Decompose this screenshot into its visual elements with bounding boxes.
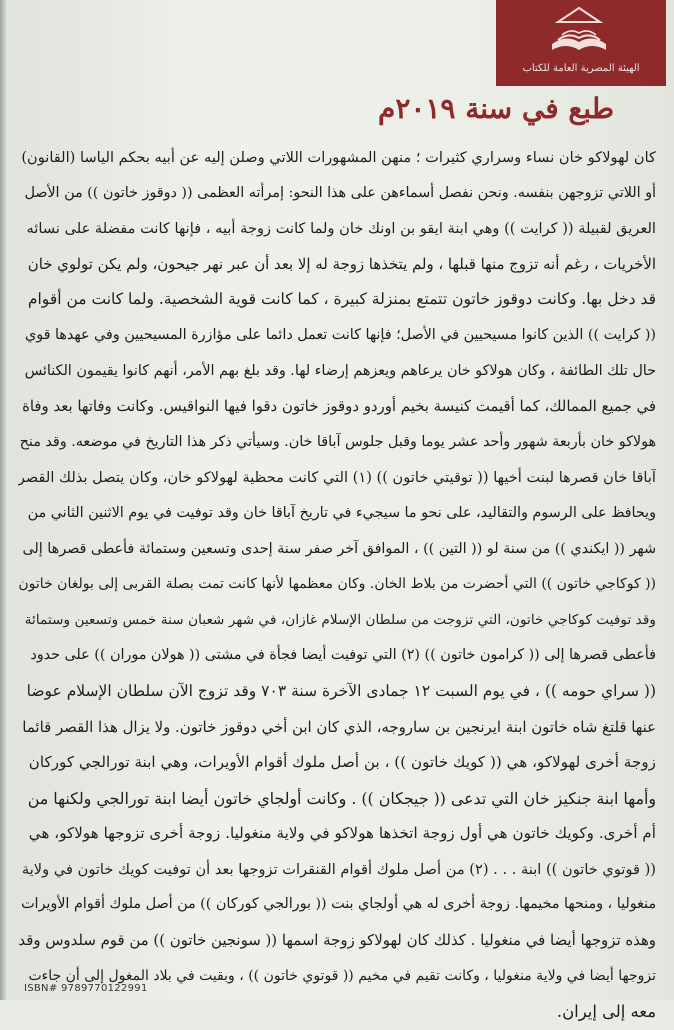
text-line: (( كرايت )) الذين كانوا مسيحيين في الأصل؛ فإنها كانت تعمل دائما على مؤازرة المسيحيين وفي عهدها قوي [25, 326, 656, 343]
body-text [18, 140, 656, 1030]
page-edge [0, 0, 6, 1000]
text-line: كان لهولاكو خان نساء وسراري كثيرات ؛ منهن المشهورات اللاتي وصلن إليه عن أبيه بحكم الياسا (القانون) [21, 149, 656, 166]
text-line: فأعطى قصرها إلى (( كرامون خاتون )) (٢) التي توفيت أيضا فجأة في مشتى (( هولان موران )) على حدود [30, 647, 656, 664]
text-line: حال تلك الطائفة ، وكان هولاكو خان يرعاهم ويعزهم إرضاء لها. وقد بلغ بهم الأمر، أنهم كانوا يقيمون الكنائس [24, 362, 656, 379]
text-line: ويحافظ على الرسوم والتقاليد، على نحو ما سيجيء في تاريخ آباقا خان وقد توفيت في يوم الاثنين الثاني من [27, 504, 656, 521]
text-line: منغوليا ، ومنحها مخيمها. زوجة أخرى له هي أولجاي بنت (( بورالجي كوركان )) من أصل ملوك أقوام الأويرات [21, 896, 656, 913]
publisher-name: الهيئة المصرية العامة للكتاب [522, 63, 640, 74]
isbn-label: ISBN# 9789770122991 [24, 983, 148, 994]
text-line: وهذه تزوجها أيضا في منغوليا . كذلك كان لهولاكو زوجة اسمها (( سونجين خاتون )) من قوم سلدوس وقد [18, 931, 656, 950]
text-line: العريق لقبيلة (( كرايت )) وهي ابنة ايقو بن اونك خان ولما كانت زوجة أبيه ، فإنها كانت مفضلة على نسائه [26, 220, 656, 238]
publisher-logo [496, 0, 666, 86]
text-line: عنها قلتغ شاه خاتون ابنة ايرنجين بن ساروجه، الذي كان ابن أخي دوقوز خاتون. ولا يزال هذا القصر قائما [22, 717, 656, 736]
text-line: الأخريات ، رغم أنه تزوج منها قبلها ، ولم يتخذها زوجة له إلا بعد أن عبر نهر جيحون، ولم يكن تولوي خان [27, 254, 656, 273]
print-year-heading: طبع في سنة ٢٠١٩م [377, 92, 614, 125]
text-line: زوجة أخرى لهولاكو، هي (( كويك خاتون )) ، بن أصل ملوك أقوام الأويرات، وهي ابنة تورالجي كوركان [28, 753, 656, 772]
text-line: شهر (( ايكندي )) من سنة لو (( التين )) ، الموافق آخر صفر سنة إحدى وتسعين وستمائة فأعطى قصرها إلى [22, 540, 656, 557]
open-book-icon [544, 4, 614, 58]
text-line: (( سراي حومه )) ، في يوم السبت ١٢ جمادى الآخرة سنة ٧٠٣ وقد تزوج الآن سلطان الإسلام عوضا [26, 681, 656, 700]
text-line: أم أخرى. وكويك خاتون هي أول زوجة اتخذها هولاكو في ولاية منغوليا. زوجة أخرى تزوجها هولاكو، هي [28, 824, 656, 843]
text-line: وأمها ابنة جنكيز خان التي تدعى (( جيجكان )) . وكانت أولجاي خاتون أيضا ابنة تورالجي ولكنها من [27, 788, 656, 808]
text-line: وقد توفيت كوكاجي خاتون، التي تزوجت من سلطان الإسلام غازان، في شهر شعبان سنة خمس وتسعين وستمائة [24, 611, 656, 628]
text-line: معه إلى إيران. [556, 1002, 656, 1022]
text-line: (( كوكاجي خاتون )) التي أحضرت من بلاط الخان. وكان معظمها لأنها كانت تمت بصلة القربى إلى بولغان خاتون [18, 576, 656, 593]
text-line: أو اللاتي تزوجهن بنفسه. ونحن نفصل أسماءهن على هذا النحو: إمرأته العظمى (( دوقوز خاتون )) من الأصل [24, 184, 656, 201]
text-line: هولاكو خان بأربعة شهور وأحد عشر يوما وقبل جلوس آباقا خان. وسيأتي ذكر هذا التاريخ في موضعه. وقد منح [19, 433, 656, 450]
text-line: قد دخل بها. وكانت دوقوز خاتون تتمتع بمنزلة كبيرة ، كما كانت قوية الشخصية. ولما كانت من أقوام [27, 290, 656, 309]
text-line: آباقا خان قصرها لبنت أخيها (( توقيتي خاتون )) (١) التي كانت محظية لهولاكو خان، وكان يتصل بذلك القصر [18, 469, 656, 487]
text-line: في جميع الممالك، كما أقيمت كنيسة بخيم أوردو دوقوز خاتون دقوا فيها النواقيس. وكانت وفاتها بعد وفاة [22, 397, 656, 416]
text-line: تزوجها أيضا في ولاية منغوليا ، وكانت تقيم في مخيم (( قوتوي خاتون )) ، وبقيت في بلاد المغول إلى أن جاءت [28, 967, 656, 984]
text-line: (( قوتوي خاتون )) ابنة . . . (٢) من أصل ملوك أقوام القنقرات تزوجها بعد أن توفيت كويك خاتون في ولاية [21, 860, 656, 878]
